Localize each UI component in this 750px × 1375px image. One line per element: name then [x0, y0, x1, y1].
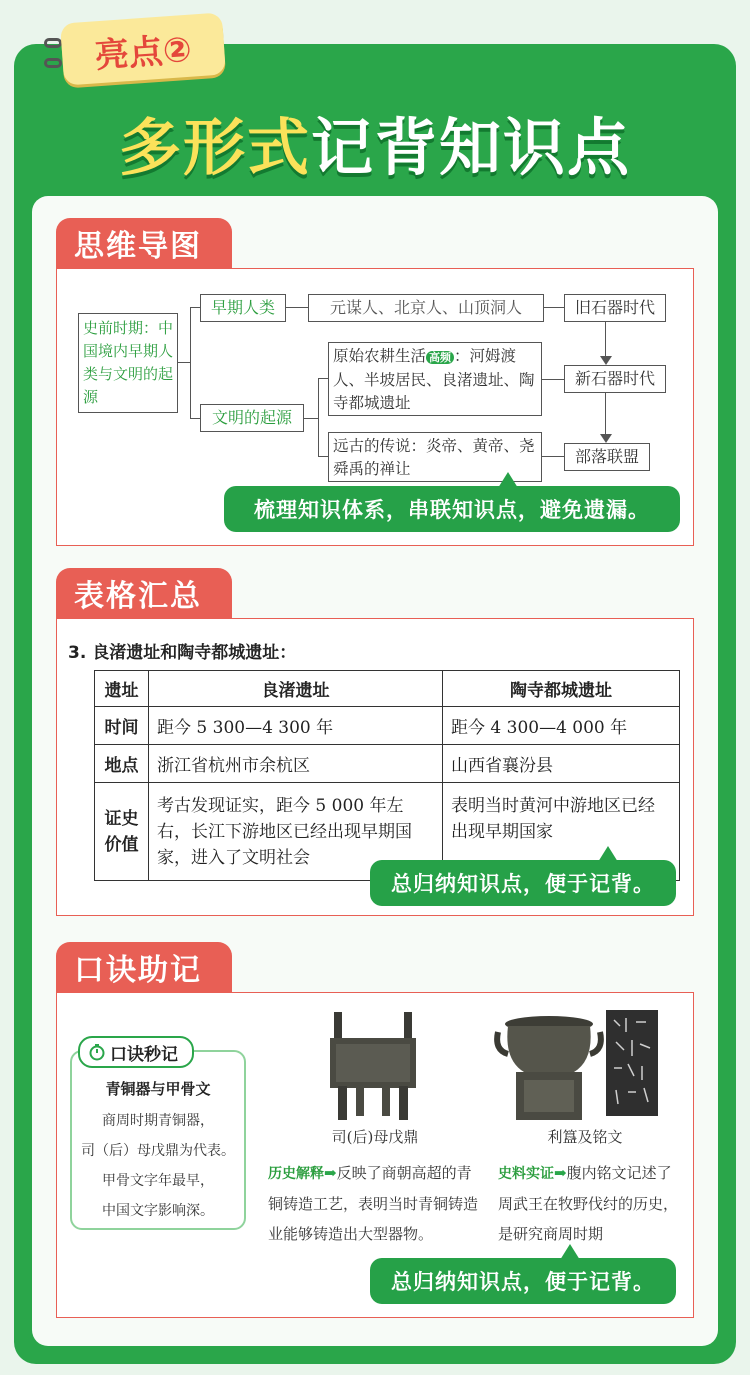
table-row: 地点 浙江省杭州市余杭区 山西省襄汾县 — [95, 745, 680, 783]
history-explanation: 历史解释➡反映了商朝高超的青铜铸造工艺，表明当时青铜铸造业能够铸造出大型器物。 — [268, 1164, 479, 1243]
headline-part1: 多形式 — [118, 111, 311, 184]
image1-caption: 司(后)母戊鼎 — [331, 1128, 419, 1146]
mindmap-paleolithic: 旧石器时代 — [564, 294, 666, 322]
rhyme-pill: 口诀秒记 — [78, 1036, 194, 1068]
headline-part2: 记背知识点 — [311, 111, 632, 184]
mindmap-tribal: 部落联盟 — [564, 443, 650, 471]
highlight-tag: 亮点② — [60, 12, 226, 85]
mindmap-branch-civilization: 文明的起源 — [200, 404, 304, 432]
image2-caption: 利簋及铭文 — [547, 1128, 623, 1146]
stopwatch-icon — [88, 1043, 106, 1061]
binder-ring-icon — [44, 38, 62, 48]
table-header: 良渚遗址 — [149, 671, 443, 707]
mindmap-farming: 原始农耕生活 高频 ：河姆渡人、半坡居民、良渚遗址、陶寺都城遗址 — [328, 342, 542, 416]
bronze-ding-image — [326, 1010, 420, 1122]
table-row: 证史价值 考古发现证实，距今 5 000 年左右，长江下游地区已经出现早期国家，进入了文明社会 表明当时黄河中游地区已经出现早期国家 — [95, 783, 680, 881]
site-table — [94, 670, 680, 881]
mindmap-legend: 远古的传说：炎帝、黄帝、尧舜禹的禅让 — [328, 432, 542, 482]
mindmap-branch-early: 早期人类 — [200, 294, 286, 322]
mindmap-bubble: 梳理知识体系，串联知识点，避免遗漏。 — [224, 486, 680, 532]
page-headline — [0, 98, 750, 187]
li-gui-image — [494, 1010, 604, 1122]
arrow-down-icon — [600, 434, 612, 443]
section-title-mindmap: 思维导图 — [56, 218, 232, 268]
table-bubble: 总归纳知识点，便于记背。 — [370, 860, 676, 906]
rhyme-lines: 商周时期青铜器， 司（后）母戊鼎为代表。 甲骨文字年最早， 中国文字影响深。 — [81, 1113, 235, 1219]
arrow-right-icon: ➡ — [554, 1164, 567, 1182]
table-header: 遗址 — [95, 671, 149, 707]
rhyme-bubble: 总归纳知识点，便于记背。 — [370, 1258, 676, 1304]
high-frequency-badge: 高频 — [426, 351, 454, 364]
mindmap-early-people: 元谋人、北京人、山顶洞人 — [308, 294, 544, 322]
arrow-down-icon — [600, 356, 612, 365]
table-header: 陶寺都城遗址 — [443, 671, 680, 707]
mindmap-neolithic: 新石器时代 — [564, 365, 666, 393]
mindmap-root: 史前时期：中国境内早期人类与文明的起源 — [78, 313, 178, 413]
inscription-rubbing-image — [606, 1010, 658, 1116]
section-title-rhyme: 口诀助记 — [56, 942, 232, 992]
arrow-right-icon: ➡ — [324, 1164, 337, 1182]
historical-evidence: 史料实证➡腹内铭文记述了周武王在牧野伐纣的历史，是研究商周时期 — [498, 1164, 679, 1243]
table-caption: 3. 良渚遗址和陶寺都城遗址： — [68, 643, 297, 663]
binder-ring-icon — [44, 58, 62, 68]
rhyme-subtitle: 青铜器与甲骨文 — [105, 1080, 211, 1098]
table-row: 时间 距今 5 300—4 300 年 距今 4 300—4 000 年 — [95, 707, 680, 745]
section-title-table: 表格汇总 — [56, 568, 232, 618]
